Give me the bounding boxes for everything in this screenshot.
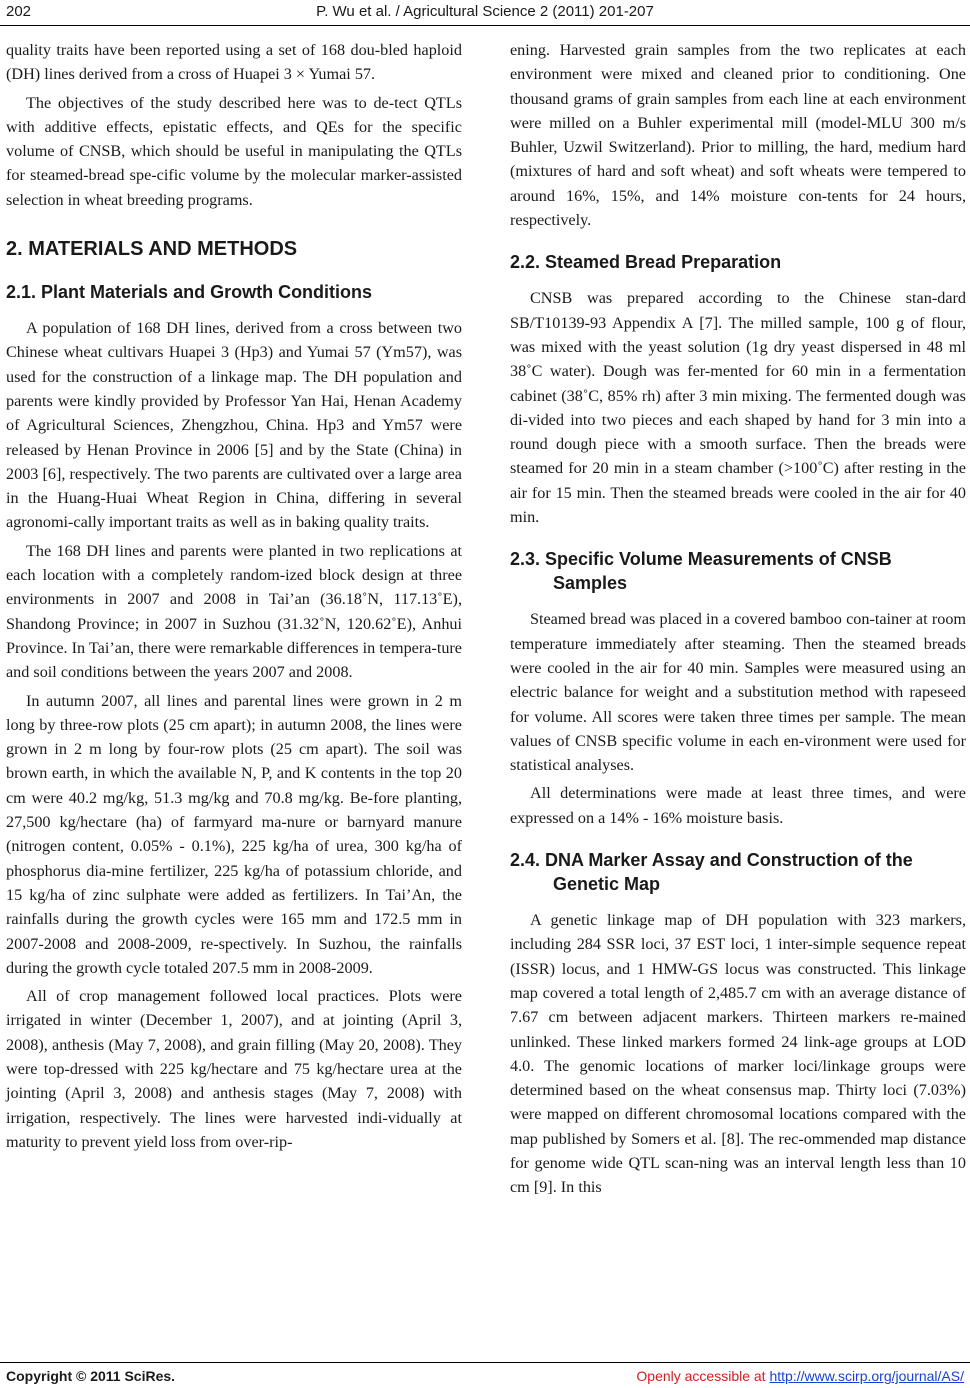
- page-footer: [0, 1362, 970, 1388]
- header-rule: [0, 25, 970, 26]
- subsection-heading: 2.4. DNA Marker Assay and Construction of the Genetic Map: [510, 850, 913, 895]
- left-column: [6, 38, 462, 1154]
- paragraph: CNSB was prepared according to the Chinese stan-dard SB/T10139-93 Appendix A [7]. The milled sample, 100 g of flour, was mixed with the yeast solution (1g dry yeast dispersed in 48 ml 38˚C water). Dough was fer-mented for 60 min in a fermentation cabinet (38˚C, 85% rh) after 3 min mixing. The fermented dough was di-vided into two pieces and each shaped by hand for 3 min into a round dough piece with a smooth surface. Then the breads were steamed for 20 min in a steam chamber (>100˚C) after resting in the air for 15 min. Then the steamed breads were cooled in the air for 40 min.: [510, 289, 966, 527]
- paragraph: quality traits have been reported using a set of 168 dou-bled haploid (DH) lines derived from a cross of Huapei 3 × Yumai 57.: [6, 41, 462, 84]
- subsection-heading: 2.3. Specific Volume Measurements of CNSB Samples: [510, 549, 892, 594]
- subsection-heading: 2.2. Steamed Bread Preparation: [510, 252, 782, 273]
- paragraph: A genetic linkage map of DH population with 323 markers, including 284 SSR loci, 37 EST loci, 1 inter-simple sequence repeat (ISSR) locus, and 1 HMW-GS locus was constructed. This linkage map covered a total length of 2,485.7 cm with an average distance of 7.67 cm between adjacent markers. Thirteen markers re-mained unlinked. These linked markers formed 24 link-age groups at LOD 4.0. The genomic locations of marker loci/linkage groups were determined based on the wheat consensus map. Thirty loci (7.03%) were mapped on different chromosomal locations compared with the map published by Somers et al. [8]. The rec-ommended map distance for genome wide QTL scan-ning was an interval length less than 10 cm [9]. In this: [510, 911, 966, 1197]
- page-header: [0, 0, 970, 26]
- right-column: [510, 38, 966, 1200]
- journal-link[interactable]: http://www.scirp.org/journal/AS/: [769, 1368, 964, 1384]
- paragraph: Steamed bread was placed in a covered bamboo con-tainer at room temperature immediately after steaming. Then the steamed breads were cooled in the air for 40 min. Samples were measured using an electric balance for weight and a substitution method with rapeseed for volume. All scores were taken three times per sample. The mean values of CNSB specific volume in each en-vironment were used for statistical analyses.: [510, 610, 966, 775]
- section-heading: 2. MATERIALS AND METHODS: [6, 238, 298, 261]
- paragraph: All determinations were made at least three times, and were expressed on a 14% - 16% moisture basis.: [510, 784, 966, 827]
- paragraph: The objectives of the study described here was to de-tect QTLs with additive effects, epistatic effects, and QEs for the specific volume of CNSB, which should be useful in manipulating the QTLs for steamed-bread spe-cific volume by the molecular marker-assisted selection in wheat breeding programs.: [6, 93, 462, 209]
- footer-rule: [0, 1362, 970, 1363]
- paragraph: All of crop management followed local practices. Plots were irrigated in winter (December 1, 2007), and at jointing (April 3, 2008), anthesis (May 7, 2008), and grain filling (May 20, 2008). They were top-dressed with 225 kg/hectare and 75 kg/hectare urea at the jointing (April 3, 2008) and anthesis stages (May 7, 2008) with irrigation, respectively. The lines were harvested indi-vidually at maturity to prevent yield loss from over-rip-: [6, 987, 462, 1151]
- paragraph: The 168 DH lines and parents were planted in two replications at each location with a completely random-ized block design at three environments in 2007 and 2008 in Tai’an (36.18˚N, 117.13˚E), Shandong Province; in 2007 in Suzhou (31.32˚N, 120.62˚E), Anhui Province. In Tai’an, there were remarkable differences in tempera-ture and soil conditions between the years 2007 and 2008.: [6, 541, 462, 682]
- paragraph: A population of 168 DH lines, derived from a cross between two Chinese wheat cultivars Huapei 3 (Hp3) and Yumai 57 (Ym57), was used for the construction of a linkage map. The DH population and parents were kindly provided by Professor Yan Hai, Henan Academy of Agricultural Sciences, Zhengzhou, China. Hp3 and Ym57 were released by Henan Province in 2006 [5] and by the State (China) in 2003 [6], respectively. The two parents are cultivated over a large area in the Huang-Huai Wheat Region in China, differing in several agronomi-cally important traits as well as in baking quality traits.: [6, 319, 462, 532]
- page-number: 202: [6, 3, 32, 20]
- subsection-heading: 2.1. Plant Materials and Growth Conditions: [6, 282, 373, 303]
- access-notice: [636, 1368, 964, 1384]
- paragraph: In autumn 2007, all lines and parental lines were grown in 2 m long by three-row plots (25 cm apart); in autumn 2008, the lines were grown in 2 m long by four-row plots (25 cm apart). The soil was brown earth, in which the available N, P, and K contents in the top 20 cm were 40.2 mg/kg, 51.3 mg/kg and 70.8 mg/kg. Be-fore planting, 27,500 kg/hectare (ha) of farmyard ma-nure or barnyard manure (nitrogen content, 0.05% - 0.1%), 225 kg/ha of urea, 300 kg/ha of phosphorus dia-mine fertilizer, 225 kg/ha of potassium chloride, and 15 kg/ha of zinc sulphate were added as fertilizers. In Tai’An, the rainfalls during the growth cycles were 165 mm and 172.5 mm in 2007-2008 and 2008-2009, re-spectively. In Suzhou, the rainfalls during the growth cycle totaled 207.5 mm in 2008-2009.: [6, 691, 462, 977]
- copyright-notice: Copyright © 2011 SciRes.: [6, 1368, 176, 1384]
- paragraph: ening. Harvested grain samples from the two replicates at each environment were mixed and cleaned prior to conditioning. One thousand grams of grain samples from each line at each environment were milled on a Buhler experimental mill (model-MLU 300 m/s Buhler, Uzwil Switzerland). Prior to milling, the hard, medium hard (mixtures of hard and soft wheat) and soft wheats were tempered to around 16%, 15%, and 14% moisture con-tents for 24 hours, respectively.: [510, 41, 966, 230]
- running-head: P. Wu et al. / Agricultural Science 2 (2011) 201-207: [316, 3, 654, 20]
- access-label: Openly accessible at: [636, 1368, 770, 1384]
